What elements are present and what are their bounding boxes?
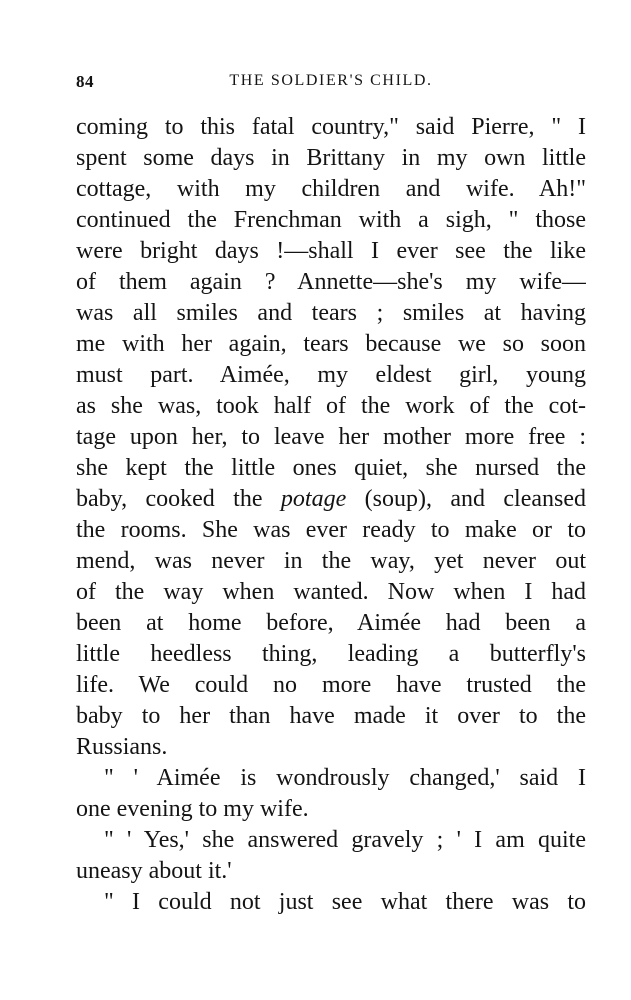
text-segment: baby, cooked the: [76, 486, 281, 512]
page-number: 84: [76, 72, 94, 91]
text-line: continued the Frenchman with a sigh, " those: [76, 207, 586, 233]
running-title: THE SOLDIER'S CHILD.: [229, 72, 433, 89]
text-line: cottage, with my children and wife. Ah!": [76, 176, 586, 202]
text-line: of them again ? Annette—she's my wife—: [76, 269, 586, 295]
text-line: tage upon her, to leave her mother more free :: [76, 424, 586, 450]
text-line: life. We could no more have trusted the: [76, 672, 586, 698]
text-line: were bright days !—shall I ever see the like: [76, 238, 586, 264]
italic-word: potage: [280, 486, 347, 512]
text-line: of the way when wanted. Now when I had: [76, 579, 586, 605]
text-line: baby to her than have made it over to the: [76, 703, 586, 729]
text-line: must part. Aimée, my eldest girl, young: [76, 362, 586, 388]
text-line: mend, was never in the way, yet never out: [76, 548, 586, 574]
text-line: little heedless thing, leading a butterfly's: [76, 641, 586, 667]
text-line: " I could not just see what there was to: [104, 889, 586, 915]
text-line: coming to this fatal country," said Pierre, " I: [76, 114, 586, 140]
text-line: one evening to my wife.: [76, 796, 309, 822]
text-line: as she was, took half of the work of the cot-: [76, 393, 586, 419]
text-line: " ' Aimée is wondrously changed,' said I: [104, 765, 586, 791]
text-line: she kept the little ones quiet, she nursed the: [76, 455, 586, 481]
text-line: was all smiles and tears ; smiles at having: [76, 300, 586, 326]
text-line: " ' Yes,' she answered gravely ; ' I am quite: [104, 827, 586, 853]
text-line: the rooms. She was ever ready to make or to: [76, 517, 586, 543]
text-line: been at home before, Aimée had been a: [76, 610, 586, 636]
text-line: spent some days in Brittany in my own little: [76, 145, 586, 171]
running-head: [76, 72, 586, 96]
text-line: me with her again, tears because we so soon: [76, 331, 586, 357]
text-segment: (soup), and cleansed: [346, 486, 586, 512]
body-text: [76, 112, 586, 918]
text-line-with-italic: [76, 484, 586, 515]
text-line: Russians.: [76, 734, 168, 760]
text-line: uneasy about it.': [76, 858, 232, 884]
